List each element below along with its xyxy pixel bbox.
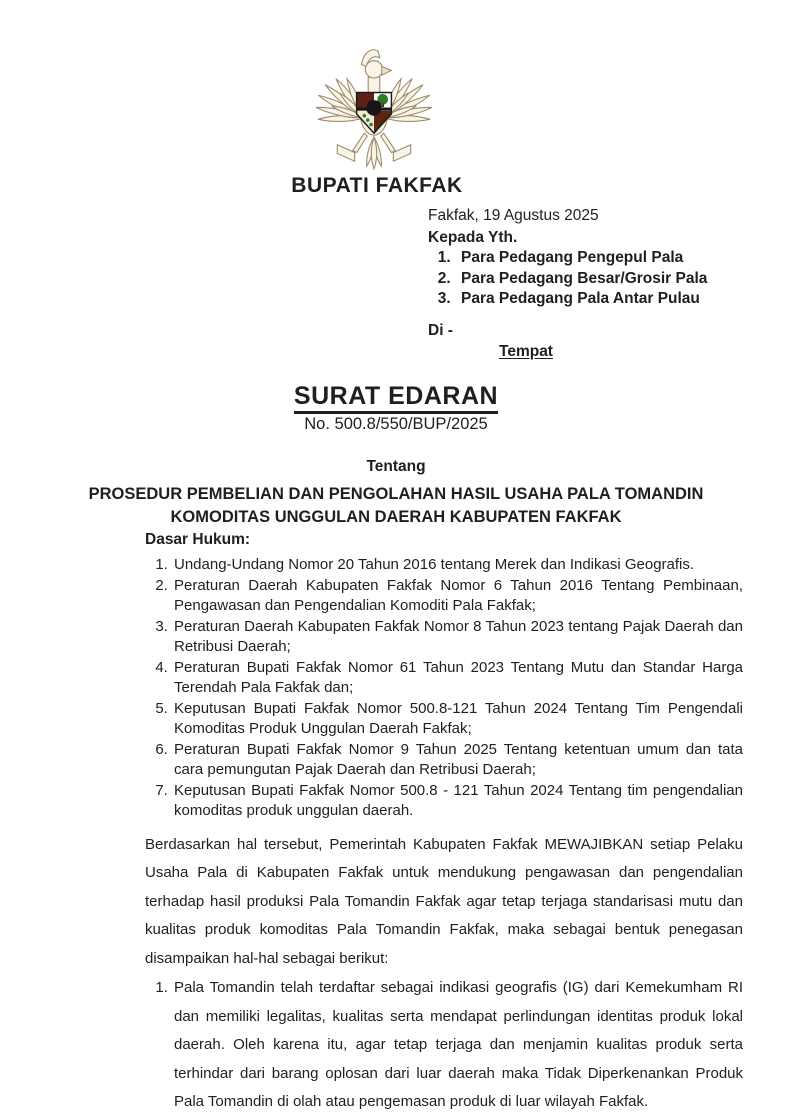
place-di-label: Di - [428, 321, 453, 339]
recipient-item: 2. Para Pedagang Besar/Grosir Pala [455, 269, 758, 290]
legal-basis-item: 1. Undang-Undang Nomor 20 Tahun 2016 tentang Merek dan Indikasi Geografis. [172, 555, 743, 576]
doc-type-text: SURAT EDARAN [294, 382, 498, 414]
address-block [428, 206, 758, 363]
legal-basis-item: 7. Keputusan Bupati Fakfak Nomor 500.8 - 121 Tahun 2024 Tentang tim pengendalian komoditas produk unggulan daerah. [172, 781, 743, 822]
subject-line-2: KOMODITAS UNGGULAN DAERAH KABUPATEN FAKFAK [170, 508, 622, 526]
legal-basis-heading: Dasar Hukum: [145, 531, 251, 548]
recipient-item: 1. Para Pedagang Pengepul Pala [455, 248, 758, 269]
about-label: Tentang [366, 458, 426, 475]
date-line: Fakfak, 19 Agustus 2025 [428, 207, 599, 224]
legal-basis-item: 3. Peraturan Daerah Kabupaten Fakfak Nomor 8 Tahun 2023 tentang Pajak Daerah dan Retribusi Daerah; [172, 617, 743, 658]
legal-basis-item: 2. Peraturan Daerah Kabupaten Fakfak Nomor 6 Tahun 2016 Tentang Pembinaan, Pengawasan dan Pengendalian Komoditi Pala Fakfak; [172, 576, 743, 617]
place-tempat-label: Tempat [499, 343, 553, 360]
directive-points-list [145, 974, 743, 1117]
salutation: Kepada Yth. [428, 228, 518, 246]
legal-basis-item: 5. Keputusan Bupati Fakfak Nomor 500.8-121 Tahun 2024 Tentang Tim Pengendali Komoditas Produk Unggulan Daerah Fakfak; [172, 699, 743, 740]
garuda-pancasila-emblem [316, 44, 432, 174]
legal-basis-list [145, 555, 743, 822]
doc-type-title [0, 382, 792, 411]
legal-basis-item: 4. Peraturan Bupati Fakfak Nomor 61 Tahun 2023 Tentang Mutu dan Standar Harga Terendah Pala Fakfak dan; [172, 658, 743, 699]
letter-body [145, 531, 743, 1117]
title-block [0, 382, 792, 529]
subject-title [0, 483, 792, 529]
recipients-list [428, 248, 758, 310]
subject-line-1: PROSEDUR PEMBELIAN DAN PENGOLAHAN HASIL USAHA PALA TOMANDIN [88, 485, 704, 503]
directive-point: 1. Pala Tomandin telah terdaftar sebagai indikasi geografis (IG) dari Kemekumham RI dan memiliki legalitas, kualitas serta mendapat perlindungan identitas produk lokal daerah. Oleh karena itu, agar tetap terjaga dan menjamin kualitas produk serta terhindar dari barang oplosan dari luar daerah maka Tidak Diperkenankan Produk Pala Tomandin di olah atau pengemasan produk di luar wilayah Fakfak. [172, 974, 743, 1117]
recipient-item: 3. Para Pedagang Pala Antar Pulau [455, 289, 758, 310]
legal-basis-item: 6. Peraturan Bupati Fakfak Nomor 9 Tahun 2025 Tentang ketentuan umum dan tata cara pemungutan Pajak Daerah dan Retribusi Daerah; [172, 740, 743, 781]
letterhead-title: BUPATI FAKFAK [291, 174, 463, 197]
doc-number: No. 500.8/550/BUP/2025 [304, 415, 488, 433]
body-paragraph: Berdasarkan hal tersebut, Pemerintah Kabupaten Fakfak MEWAJIBKAN setiap Pelaku Usaha Pala di Kabupaten Fakfak untuk mendukung pengawasan dan pengendalian terhadap hasil produksi Pala Tomandin Fakfak agar tetap terjaga standarisasi mutu dan kualitas produk komoditas Pala Tomandin Fakfak, maka sebagai bentuk penegasan disampaikan hal-hal sebagai berikut: [145, 835, 743, 967]
